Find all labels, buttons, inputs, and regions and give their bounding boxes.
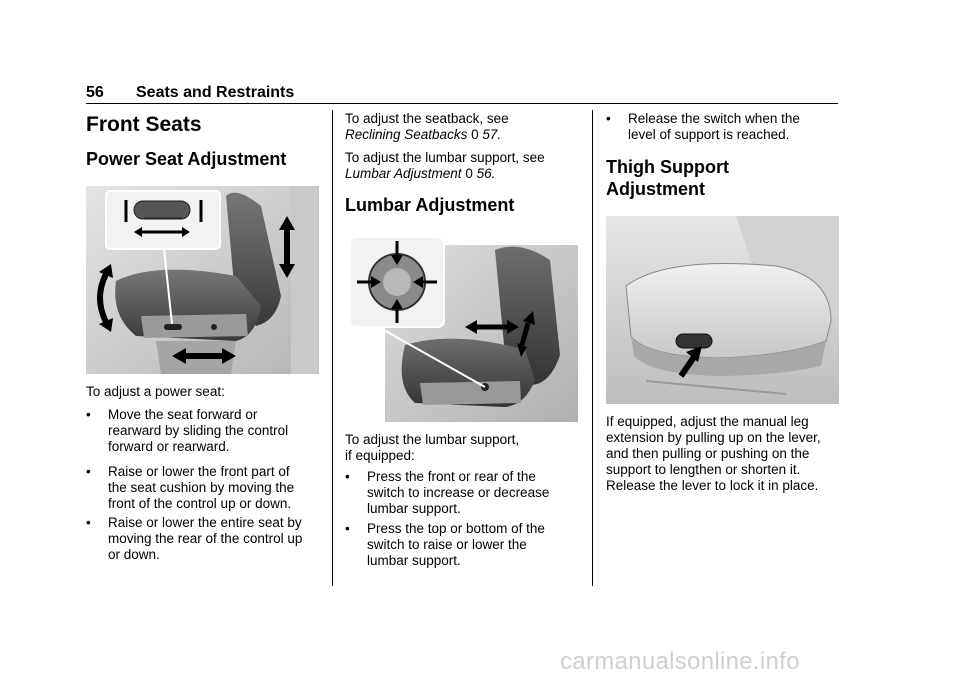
list-item-line: Raise or lower the front part of bbox=[108, 464, 290, 479]
running-header bbox=[86, 84, 838, 104]
heading-line: Thigh Support bbox=[606, 157, 729, 177]
bullet-mark: • bbox=[86, 407, 91, 422]
page-title: Front Seats bbox=[86, 113, 202, 136]
bullet-mark: • bbox=[86, 464, 91, 479]
thigh-support-paragraph bbox=[606, 414, 838, 494]
power-seat-heading: Power Seat Adjustment bbox=[86, 149, 287, 169]
cross-reference-title[interactable]: Lumbar Adjustment bbox=[345, 166, 462, 181]
paragraph-line: To adjust the seatback, see bbox=[345, 111, 509, 126]
list-item bbox=[345, 469, 603, 517]
page-number: 56 bbox=[86, 84, 104, 101]
thigh-support-heading bbox=[606, 156, 729, 200]
list-item-line: Press the top or bottom of the bbox=[367, 521, 545, 536]
power-seat-intro: To adjust a power seat: bbox=[86, 384, 225, 399]
heading-line: Adjustment bbox=[606, 179, 705, 199]
paragraph-line: support to lengthen or shorten it. bbox=[606, 462, 801, 477]
paragraph-line: To adjust the lumbar support, bbox=[345, 432, 520, 447]
list-item-line: Move the seat forward or bbox=[108, 407, 258, 422]
paragraph-line: if equipped: bbox=[345, 448, 415, 463]
cross-reference[interactable] bbox=[345, 166, 545, 182]
paragraph-line: and then pulling or pushing on the bbox=[606, 446, 810, 461]
list-item-line: forward or rearward. bbox=[108, 439, 230, 454]
lumbar-illustration bbox=[345, 235, 578, 422]
list-item-line: Raise or lower the entire seat by bbox=[108, 515, 302, 530]
paragraph-line: extension by pulling up on the lever, bbox=[606, 430, 821, 445]
header-rule bbox=[86, 103, 838, 104]
page-ref-icon: 0 bbox=[471, 127, 479, 142]
page-ref-icon: 0 bbox=[465, 166, 473, 181]
paragraph-line: If equipped, adjust the manual leg bbox=[606, 414, 809, 429]
list-item-line: switch to raise or lower the bbox=[367, 537, 527, 552]
list-item-line: the seat cushion by moving the bbox=[108, 480, 295, 495]
bullet-mark: • bbox=[606, 111, 611, 126]
list-item bbox=[606, 111, 860, 143]
list-item-line: or down. bbox=[108, 547, 160, 562]
power-seat-illustration bbox=[86, 186, 319, 374]
list-item bbox=[86, 515, 344, 563]
list-item bbox=[86, 407, 344, 455]
lumbar-ref-paragraph bbox=[345, 150, 545, 182]
list-item-line: lumbar support. bbox=[367, 501, 461, 516]
list-item-line: lumbar support. bbox=[367, 553, 461, 568]
list-item-line: moving the rear of the control up bbox=[108, 531, 303, 546]
bullet-mark: • bbox=[86, 515, 91, 530]
bullet-mark: • bbox=[345, 521, 350, 536]
paragraph-line: Release the lever to lock it in place. bbox=[606, 478, 819, 493]
bullet-mark: • bbox=[345, 469, 350, 484]
cross-reference-page[interactable]: 57. bbox=[482, 127, 502, 142]
list-item-line: Release the switch when the bbox=[628, 111, 800, 126]
list-item bbox=[86, 464, 344, 512]
list-item-line: front of the control up or down. bbox=[108, 496, 292, 511]
list-item-line: switch to increase or decrease bbox=[367, 485, 550, 500]
paragraph-line: To adjust the lumbar support, see bbox=[345, 150, 545, 165]
section-title: Seats and Restraints bbox=[136, 84, 295, 101]
list-item-line: level of support is reached. bbox=[628, 127, 790, 142]
thigh-support-illustration bbox=[606, 216, 839, 404]
watermark: carmanualsonline.info bbox=[560, 648, 800, 675]
seatback-paragraph bbox=[345, 111, 509, 143]
cross-reference-title[interactable]: Reclining Seatbacks bbox=[345, 127, 468, 142]
list-item-line: rearward by sliding the control bbox=[108, 423, 289, 438]
list-item bbox=[345, 521, 603, 569]
cross-reference-page[interactable]: 56. bbox=[476, 166, 496, 181]
cross-reference[interactable] bbox=[345, 127, 509, 143]
lumbar-heading: Lumbar Adjustment bbox=[345, 195, 515, 215]
list-item-line: Press the front or rear of the bbox=[367, 469, 536, 484]
lumbar-intro bbox=[345, 432, 519, 464]
